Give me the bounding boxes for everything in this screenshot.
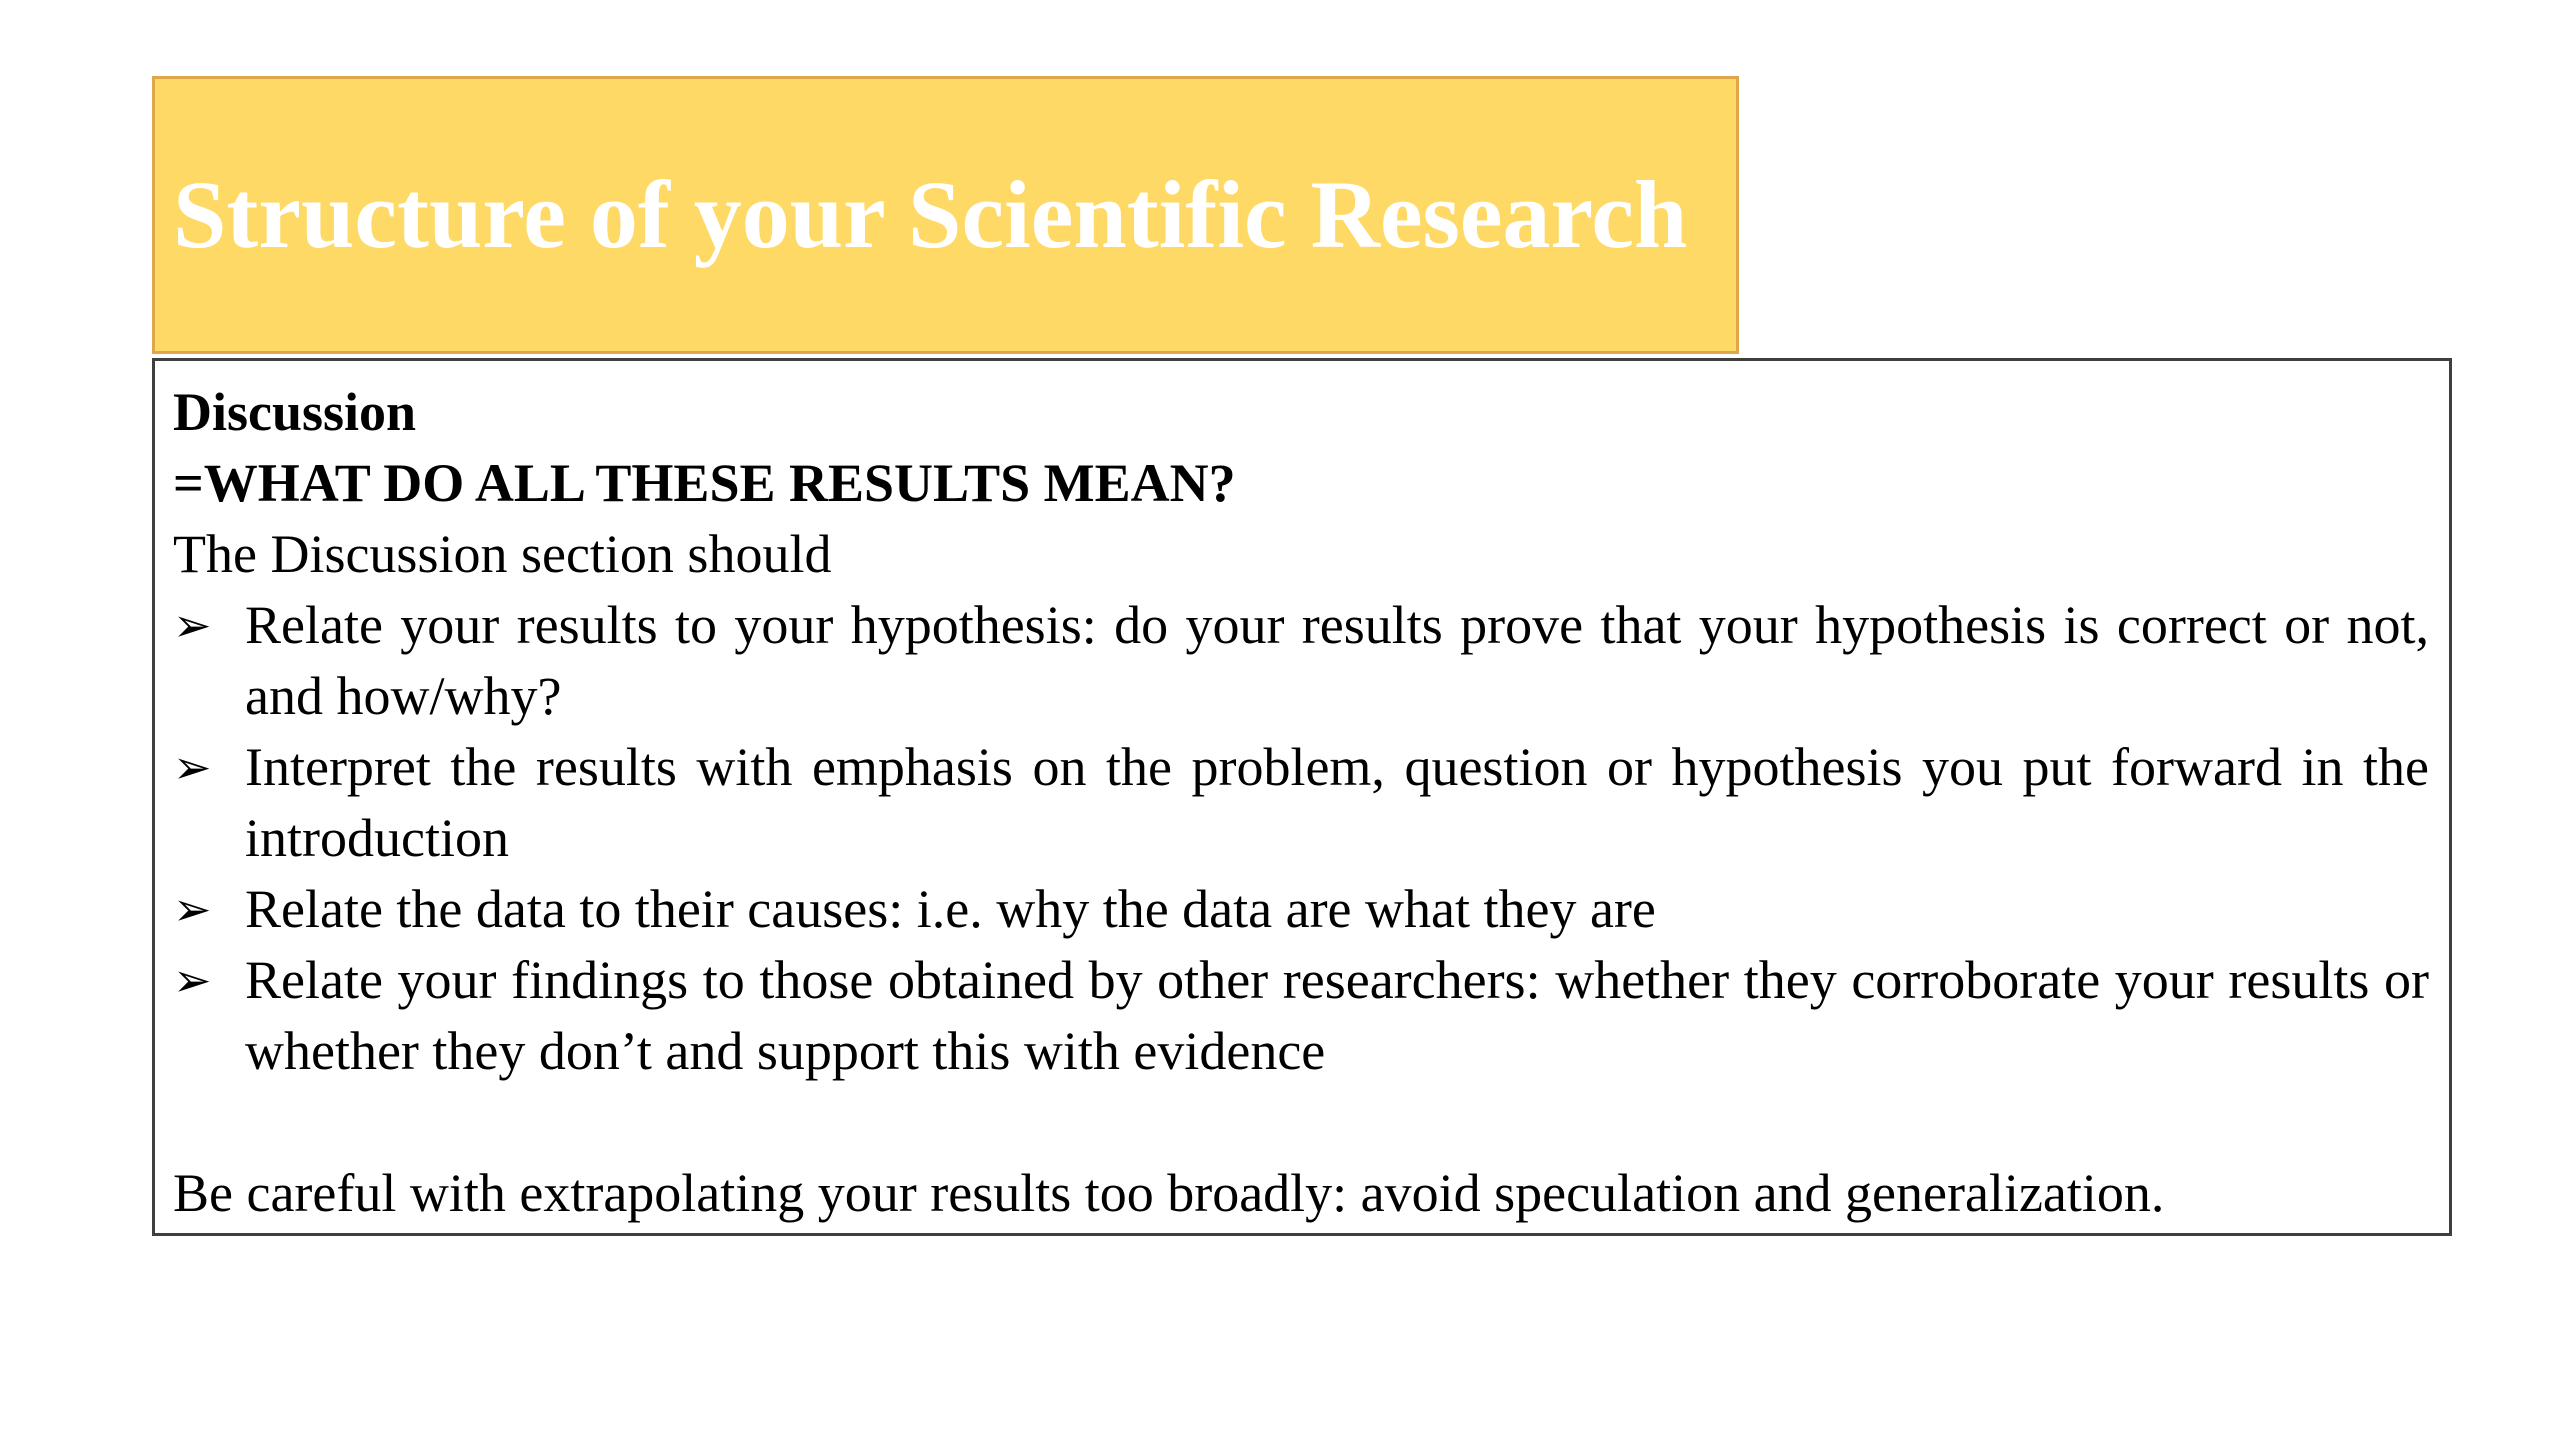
section-heading: Discussion [173, 382, 417, 442]
list-item-text: Interpret the results with emphasis on the problem, question or hypothesis you put forward in the introduction [245, 737, 2429, 868]
bullet-list [173, 590, 2429, 1087]
list-item-text: Relate your results to your hypothesis: do your results prove that your hypothesis is correct or not, and how/why? [245, 595, 2429, 726]
closing-note: Be careful with extrapolating your results too broadly: avoid speculation and generalization. [173, 1163, 2165, 1223]
section-question: =WHAT DO ALL THESE RESULTS MEAN? [173, 453, 1236, 513]
list-item [173, 874, 2429, 945]
list-item [173, 732, 2429, 874]
title-banner [152, 76, 1739, 354]
intro-text: The Discussion section should [173, 524, 832, 584]
list-item [173, 945, 2429, 1087]
paragraph-spacer [173, 1087, 2429, 1158]
slide-title: Structure of your Scientific Research [173, 161, 1688, 268]
arrow-bullet-icon: ➢ [173, 953, 212, 1007]
content-box [152, 358, 2452, 1236]
arrow-bullet-icon: ➢ [173, 598, 212, 652]
list-item-text: Relate your findings to those obtained by other researchers: whether they corroborate your results or whether they don’t and support this with evidence [245, 950, 2429, 1081]
list-item [173, 590, 2429, 732]
list-item-text: Relate the data to their causes: i.e. why the data are what they are [245, 879, 1656, 939]
arrow-bullet-icon: ➢ [173, 740, 212, 794]
arrow-bullet-icon: ➢ [173, 882, 212, 936]
